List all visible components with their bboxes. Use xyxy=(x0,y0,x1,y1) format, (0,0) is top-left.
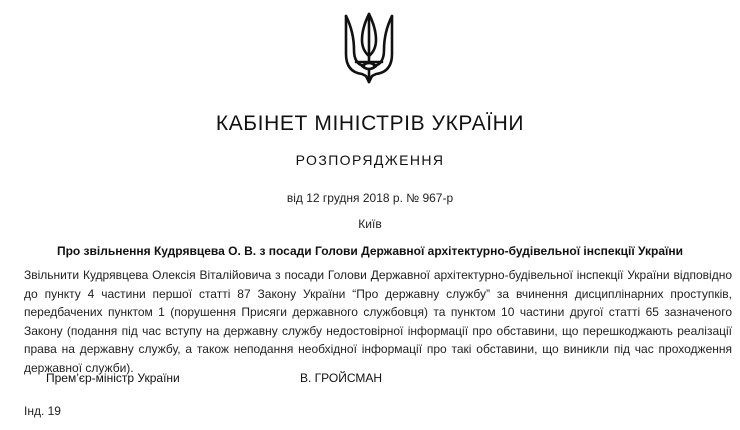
document-type: РОЗПОРЯДЖЕННЯ xyxy=(295,152,445,168)
document-place: Київ xyxy=(358,217,382,231)
document-subject: Про звільнення Кудрявцева О. В. з посади Голови Державної архітектурно-будівельної інспекції України xyxy=(56,244,684,258)
document-date-number: від 12 грудня 2018 р. № 967-р xyxy=(286,191,454,205)
signature-role: Прем’єр-міністр України xyxy=(46,371,180,385)
organization-title: КАБІНЕТ МІНІСТРІВ УКРАЇНИ xyxy=(215,112,525,135)
document-body-text: Звільнити Кудрявцева Олексія Віталійовича з посади Голови Державної архітектурно-будівельної інспекції України відповідно до пункту 4 частини першої статті 87 Закону України “Про державну службу” за вчинення дисциплінарних проступків, передбачених пунктом 1 (порушення Присяги державного службовця) та пунктом 10 частини другої статті 65 зазначеного Закону (подання під час вступу на державну службу недостовірної інформації про обставини, що перешкоджають реалізації права на державну службу, а також неподання необхідної інформації про такі обставини, що виникли під час проходження державної служби). xyxy=(24,268,732,375)
document-index: Інд. 19 xyxy=(24,404,61,418)
trident-coat-of-arms-icon xyxy=(340,10,398,90)
signature-name: В. ГРОЙСМАН xyxy=(300,371,383,385)
